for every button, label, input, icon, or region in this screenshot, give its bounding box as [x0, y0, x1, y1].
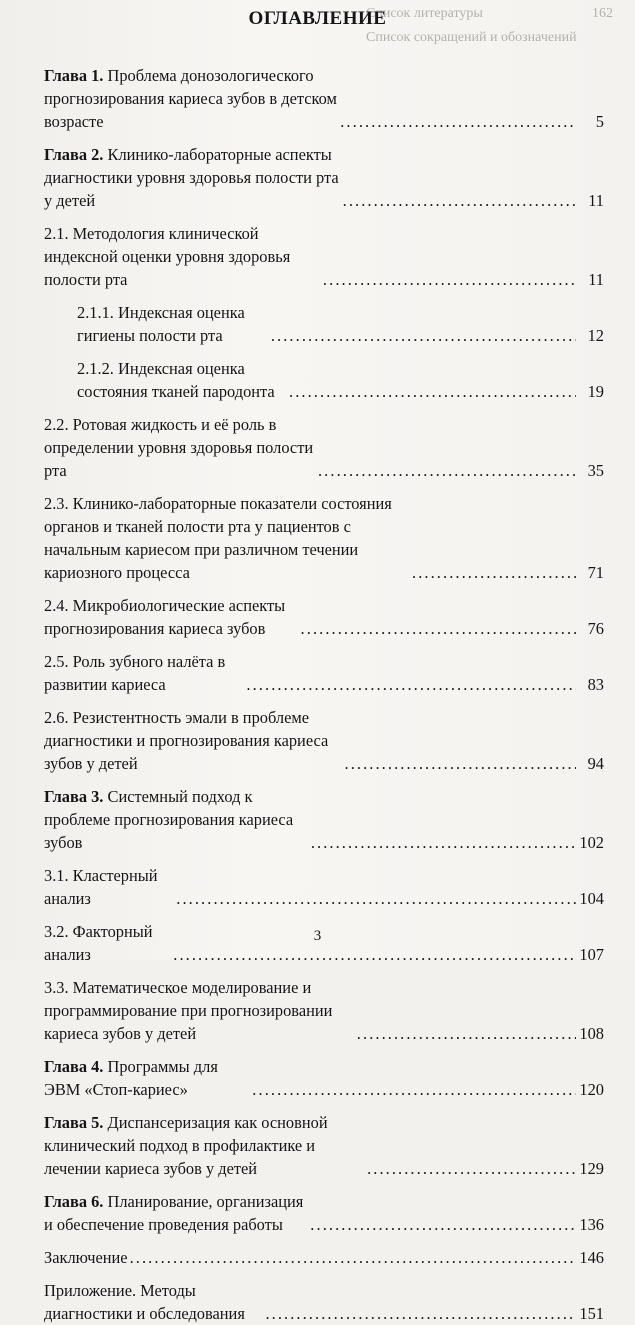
leader-dots [367, 1157, 576, 1180]
toc-entry-chapter-1[interactable] [44, 64, 604, 133]
toc-entry-2-3[interactable] [44, 492, 604, 584]
leader-dots [246, 673, 576, 696]
leader-dots [318, 459, 576, 482]
entry-title: Диспансеризация как основной клинический подход в профилактике и лечении кариеса зубов у детей [44, 1113, 328, 1178]
table-of-contents [44, 64, 604, 1325]
entry-page: 107 [579, 945, 604, 964]
entry-title: 2.1. Методология клинической индексной оценки уровня здоровья полости рта [44, 224, 291, 289]
leader-dots [301, 617, 576, 640]
bleed-through-line-1: Список литературы [366, 6, 483, 21]
entry-page: 136 [579, 1215, 604, 1234]
entry-page: 83 [587, 675, 604, 694]
entry-title: Системный подход к проблеме прогнозирования кариеса зубов [44, 787, 294, 852]
entry-page: 12 [587, 326, 604, 345]
entry-title: Клинико-лабораторные аспекты диагностики уровня здоровья полости рта у детей [44, 145, 339, 210]
toc-entry-conclusion[interactable] [44, 1246, 604, 1269]
entry-title: 3.3. Математическое моделирование и программирование при прогнозировании кариеса зубов у детей [44, 978, 333, 1043]
toc-entry-2-6[interactable] [44, 706, 604, 775]
entry-page: 5 [595, 112, 604, 131]
entry-page: 76 [587, 619, 604, 638]
page-number: 3 [313, 928, 322, 944]
entry-title: Заключение [44, 1248, 128, 1267]
chapter-label: Глава 5. [44, 1113, 104, 1132]
toc-entry-chapter-3[interactable] [44, 785, 604, 854]
entry-page: 35 [587, 461, 604, 480]
leader-dots [252, 1078, 576, 1101]
entry-page: 19 [587, 382, 604, 401]
leader-dots [176, 887, 576, 910]
toc-entry-2-1-2[interactable] [44, 357, 604, 403]
entry-title: 2.1.1. Индексная оценка гигиены полости рта [77, 303, 245, 345]
toc-entry-2-5[interactable] [44, 650, 604, 696]
entry-title: Проблема донозологического прогнозирования кариеса зубов в детском возрасте [44, 66, 337, 131]
entry-title: 3.2. Факторный анализ [44, 922, 153, 964]
leader-dots [340, 110, 576, 133]
leader-dots [343, 189, 576, 212]
toc-entry-chapter-6[interactable] [44, 1190, 604, 1236]
entry-page: 151 [579, 1304, 604, 1323]
entry-page: 104 [579, 889, 604, 908]
chapter-label: Глава 2. [44, 145, 104, 164]
entry-page: 102 [579, 833, 604, 852]
entry-title: 3.1. Кластерный анализ [44, 866, 158, 908]
leader-dots [173, 943, 576, 966]
entry-title: 2.1.2. Индексная оценка состояния тканей пародонта [77, 359, 275, 401]
chapter-label: Глава 6. [44, 1192, 104, 1211]
entry-title: 2.5. Роль зубного налёта в развитии кариеса [44, 652, 226, 694]
leader-dots [265, 1302, 576, 1325]
bleed-through-line-2: Список сокращений и обозначений [366, 30, 577, 45]
entry-page: 94 [587, 754, 604, 773]
leader-dots [412, 561, 576, 584]
entry-page: 120 [579, 1080, 604, 1099]
entry-page: 11 [588, 191, 604, 210]
entry-title: Приложение. Методы диагностики и обследования [44, 1281, 245, 1323]
entry-title: Планирование, организация и обеспечение проведения работы [44, 1192, 304, 1234]
toc-entry-chapter-4[interactable] [44, 1055, 604, 1101]
entry-page: 11 [588, 270, 604, 289]
toc-entry-3-3[interactable] [44, 976, 604, 1045]
entry-title: 2.2. Ротовая жидкость и её роль в определении уровня здоровья полости рта [44, 415, 314, 480]
entry-page: 108 [579, 1024, 604, 1043]
entry-title: 2.4. Микробиологические аспекты прогнозирования кариеса зубов [44, 596, 286, 638]
entry-page: 129 [579, 1159, 604, 1178]
chapter-label: Глава 3. [44, 787, 104, 806]
toc-entry-2-1[interactable] [44, 222, 604, 291]
entry-page: 71 [587, 563, 604, 582]
toc-entry-2-2[interactable] [44, 413, 604, 482]
entry-title: 2.3. Клинико-лабораторные показатели состояния органов и тканей полости рта у пациентов с начальным кариесом при различном течении кариозного процесса [44, 494, 392, 582]
leader-dots [311, 831, 576, 854]
leader-dots [345, 752, 577, 775]
page-title: ОГЛАВЛЕНИЕ [248, 8, 387, 29]
bleed-through-page: 162 [592, 6, 613, 21]
toc-entry-chapter-5[interactable] [44, 1111, 604, 1180]
toc-entry-chapter-2[interactable] [44, 143, 604, 212]
entry-title: Программы для ЭВМ «Стоп-кариес» [44, 1057, 218, 1099]
leader-dots [130, 1246, 576, 1269]
chapter-label: Глава 1. [44, 66, 104, 85]
chapter-label: Глава 4. [44, 1057, 104, 1076]
leader-dots [357, 1022, 576, 1045]
toc-entry-appendix[interactable] [44, 1279, 604, 1325]
entry-page: 146 [579, 1248, 604, 1267]
leader-dots [271, 324, 576, 347]
toc-entry-3-1[interactable] [44, 864, 604, 910]
leader-dots [289, 380, 576, 403]
leader-dots [323, 268, 576, 291]
leader-dots [310, 1213, 576, 1236]
entry-title: 2.6. Резистентность эмали в проблеме диагностики и прогнозирования кариеса зубов у детей [44, 708, 329, 773]
toc-entry-2-1-1[interactable] [44, 301, 604, 347]
toc-entry-2-4[interactable] [44, 594, 604, 640]
